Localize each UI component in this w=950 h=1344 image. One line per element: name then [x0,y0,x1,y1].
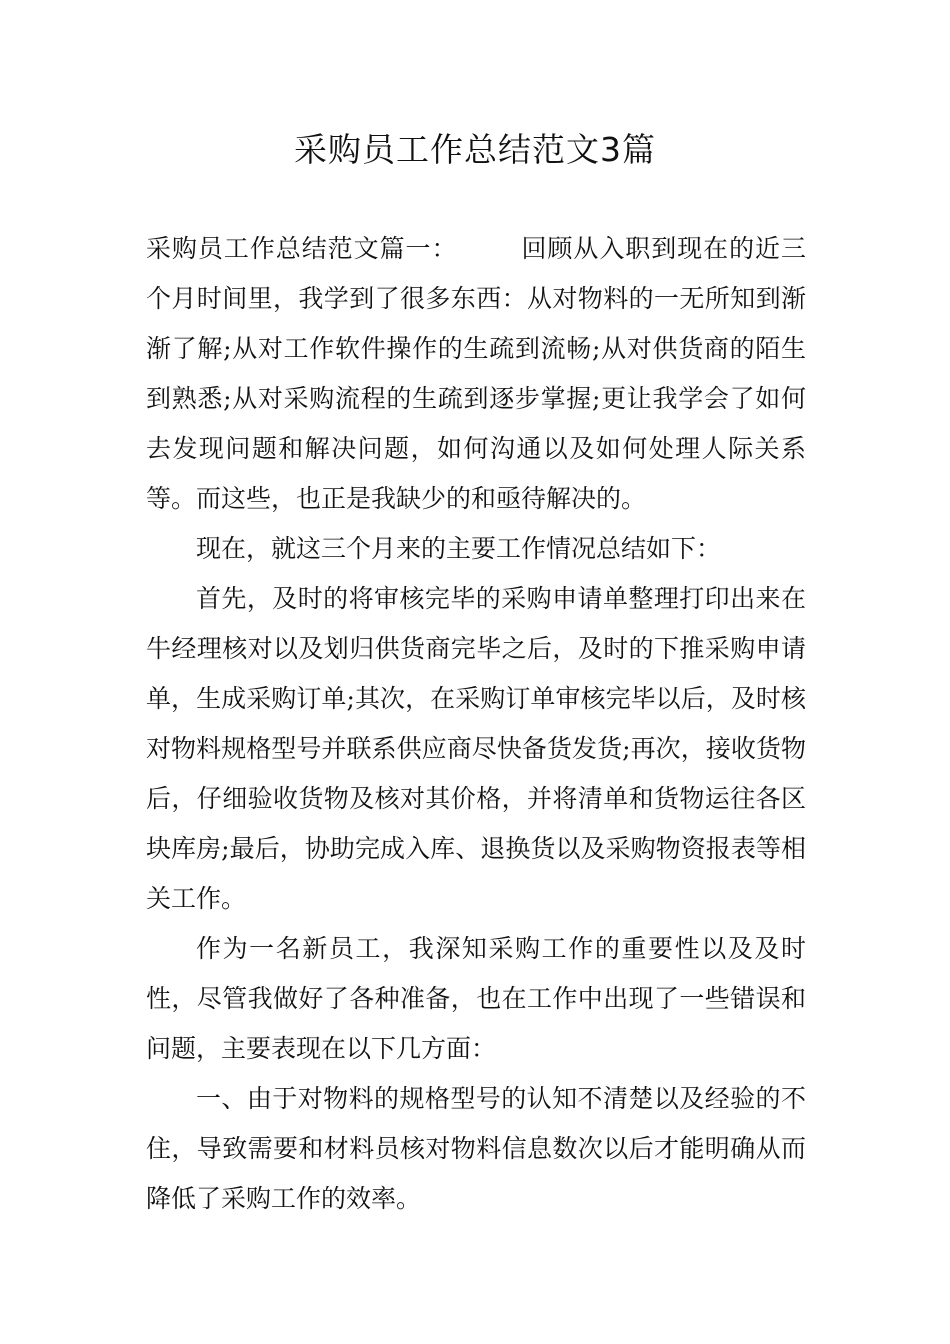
paragraph-issue-one: 一、由于对物料的规格型号的认知不清楚以及经验的不住，导致需要和材料员核对物料信息数次以后才能明确从而降低了采购工作的效率。 [146,1084,806,1213]
intro-lead: 采购员工作总结范文篇一： [146,234,458,263]
paragraph-summary-intro: 现在，就这三个月来的主要工作情况总结如下： [196,534,722,563]
intro-body: 回顾从入职到现在的近三个月时间里，我学到了很多东西：从对物料的一无所知到渐渐了解;从对工作软件操作的生疏到流畅;从对供货商的陌生到熟悉;从对采购流程的生疏到逐步掌握;更让我学会了如何去发现问题和解决问题，如何沟通以及如何处理人际关系等。而这些，也正是我缺少的和亟待解决的。 [146,234,806,513]
intro-paragraph [146,224,806,524]
document-title: 采购员工作总结范文3篇 [294,130,656,169]
paragraph-work-steps: 首先，及时的将审核完毕的采购申请单整理打印出来在牛经理核对以及划归供货商完毕之后，及时的下推采购申请单，生成采购订单;其次，在采购订单审核完毕以后，及时核对物料规格型号并联系供应商尽快备货发货;再次，接收货物后，仔细验收货物及核对其价格，并将清单和货物运往各区块库房;最后，协助完成入库、退换货以及采购物资报表等相关工作。 [146,584,806,913]
document-body [146,224,806,1224]
paragraph-new-employee: 作为一名新员工，我深知采购工作的重要性以及及时性，尽管我做好了各种准备，也在工作中出现了一些错误和问题，主要表现在以下几方面： [146,934,806,1063]
